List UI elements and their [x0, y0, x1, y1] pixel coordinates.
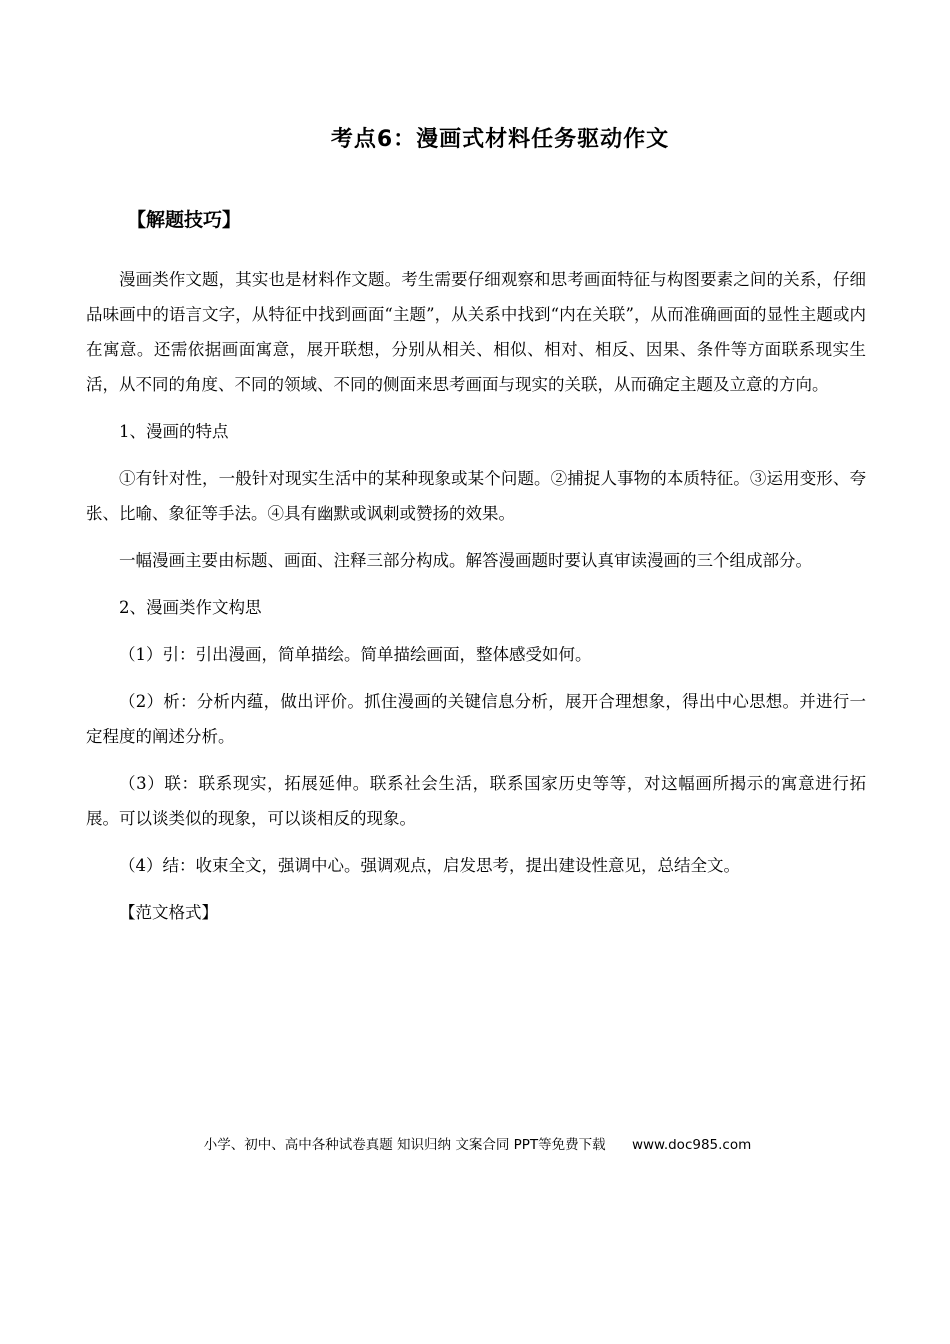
page-footer — [0, 1133, 950, 1153]
page-title: 考点6：漫画式材料任务驱动作文 — [330, 127, 670, 152]
step-introduce: （1）引：引出漫画，简单描绘。简单描绘画面，整体感受如何。 — [119, 645, 592, 664]
subheading-features: 1、漫画的特点 — [119, 422, 229, 441]
step-connect: （3）联：联系现实，拓展延伸。联系社会生活，联系国家历史等等，对这幅画所揭示的寓意进行拓展。可以谈类似的现象，可以谈相反的现象。 — [86, 774, 866, 828]
sample-format-heading: 【范文格式】 — [119, 903, 218, 922]
features-paragraph: ①有针对性，一般针对现实生活中的某种现象或某个问题。②捕捉人事物的本质特征。③运用变形、夸张、比喻、象征等手法。④具有幽默或讽刺或赞扬的效果。 — [86, 469, 866, 523]
document-body — [86, 262, 866, 942]
subheading-structure: 2、漫画类作文构思 — [119, 598, 262, 617]
step-conclude: （4）结：收束全文，强调中心。强调观点，启发思考，提出建设性意见，总结全文。 — [119, 856, 740, 875]
composition-paragraph: 一幅漫画主要由标题、画面、注释三部分构成。解答漫画题时要认真审读漫画的三个组成部分。 — [119, 551, 812, 570]
footer-text: 小学、初中、高中各种试卷真题 知识归纳 文案合同 PPT等免费下载 — [203, 1137, 606, 1153]
footer-url[interactable]: www.doc985.com — [631, 1137, 752, 1153]
intro-paragraph: 漫画类作文题，其实也是材料作文题。考生需要仔细观察和思考画面特征与构图要素之间的关系，仔细品味画中的语言文字，从特征中找到画面“主题”，从关系中找到“内在关联”，从而准确画面的显性主题或内在寓意。还需依据画面寓意，展开联想，分别从相关、相似、相对、相反、因果、条件等方面联系现实生活，从不同的角度、不同的领域、不同的侧面来思考画面与现实的关联，从而确定主题及立意的方向。 — [86, 270, 866, 394]
section-heading: 【解题技巧】 — [127, 209, 242, 231]
step-analyze: （2）析：分析内蕴，做出评价。抓住漫画的关键信息分析，展开合理想象，得出中心思想。并进行一定程度的阐述分析。 — [86, 692, 866, 746]
